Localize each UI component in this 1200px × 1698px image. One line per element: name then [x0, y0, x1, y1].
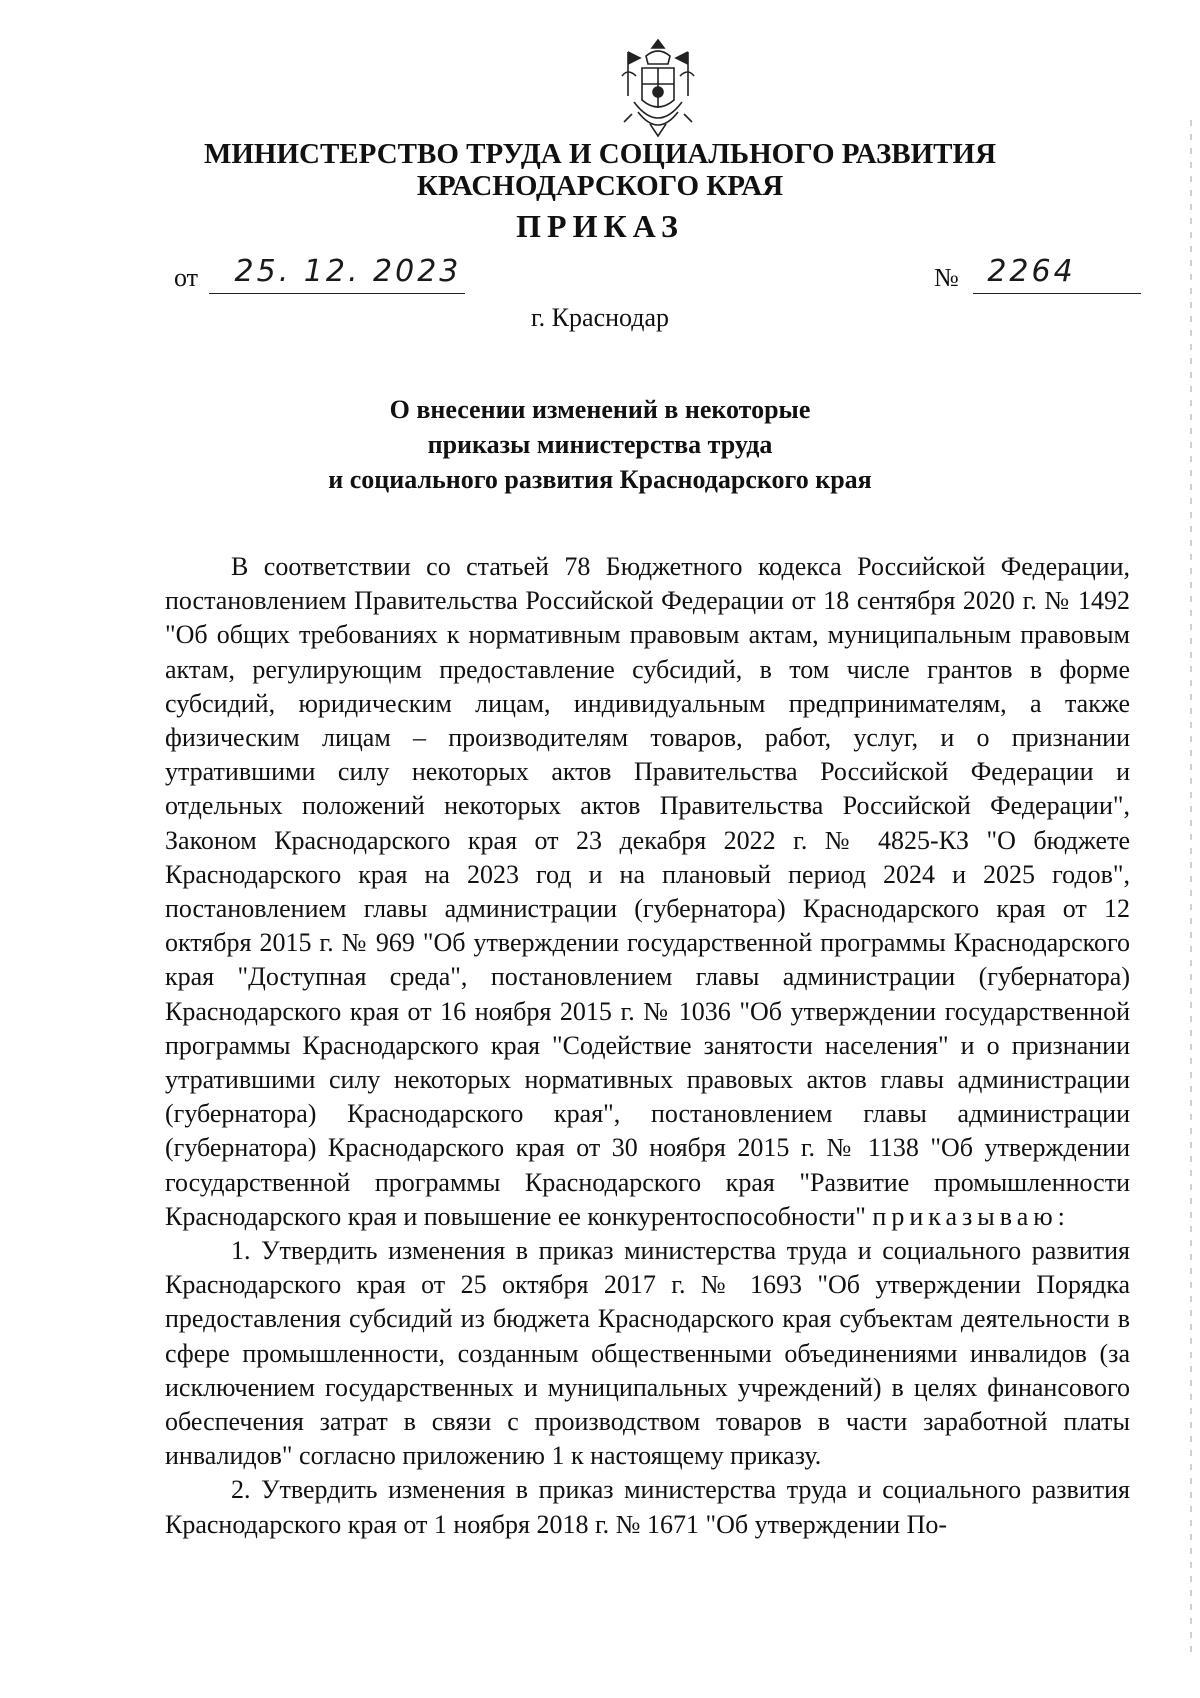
- number-field: [934, 254, 1141, 298]
- item-1-paragraph: 1. Утвердить изменения в приказ министерства труда и социального развития Краснодарского края от 25 октября 2017 г. № 1693 "Об утверждении Порядка предоставления субсидий из бюджета Краснодарского края субъектам деятельности в сфере промышленности, созданным общественными объединениями инвалидов (за исключением государственных и муниципальных учреждений) в целях финансового обеспечения затрат в связи с производством товаров в части заработной платы инвалидов" согласно приложению 1 к настоящему приказу.: [165, 1236, 1130, 1471]
- city-name: г. Краснодар: [530, 303, 670, 332]
- handwritten-date: 25. 12. 2023: [234, 254, 462, 289]
- subject-line-2: приказы министерства труда: [427, 430, 773, 459]
- document-body: [165, 550, 1130, 1542]
- document-subject: [300, 392, 900, 497]
- ministry-name-line-2: КРАСНОДАРСКОГО КРАЯ: [416, 170, 784, 202]
- decree-word: приказываю:: [872, 1201, 1070, 1231]
- ministry-name-line-1: МИНИСТЕРСТВО ТРУДА И СОЦИАЛЬНОГО РАЗВИТИЯ: [203, 138, 997, 170]
- number-underline: [973, 254, 1141, 298]
- preamble-text: В соответствии со статьей 78 Бюджетного кодекса Российской Федерации, постановлением Правительства Российской Федерации от 18 сентября 2020 г. № 1492 "Об общих требованиях к нормативным правовым актам, муниципальным правовым актам, регулирующим предоставление субсидий, в том числе грантов в форме субсидий, юридическим лицам, индивидуальным предпринимателям, а также физическим лицам – производителям товаров, работ, услуг, и о признании утратившими силу некоторых актов Правительства Российской Федерации и отдельных положений некоторых актов Правительства Российской Федерации", Законом Краснодарского края от 23 декабря 2022 г. № 4825-КЗ "О бюджете Краснодарского края на 2023 год и на плановый период 2024 и 2025 годов", постановлением главы администрации (губернатора) Краснодарского края от 12 октября 2015 г. № 969 "Об утверждении государственной программы Краснодарского края "Доступная среда", постановлением главы администрации (губернатора) Краснодарского края от 16 ноября 2015 г. № 1036 "Об утверждении государственной программы Краснодарского края "Содействие занятости населения" и о признании утратившими силу некоторых нормативных правовых актов главы администрации (губернатора) Краснодарского края", постановлением главы администрации (губернатора) Краснодарского края от 30 ноября 2015 г. № 1138 "Об утверждении государственной программы Краснодарского края "Развитие промышленности Краснодарского края и повышение ее конкурентоспособности": [165, 552, 1130, 1231]
- document-type-title: ПРИКАЗ: [516, 208, 684, 244]
- date-field: [174, 254, 465, 298]
- item-2-paragraph: 2. Утвердить изменения в приказ министерства труда и социального развития Краснодарского края от 1 ноября 2018 г. № 1671 "Об утверждении По-: [165, 1475, 1130, 1539]
- subject-line-1: О внесении изменений в некоторые: [389, 395, 811, 424]
- date-underline: [209, 254, 465, 298]
- ministry-name: [160, 138, 1040, 202]
- preamble-paragraph: [165, 550, 1130, 1234]
- subject-line-3: и социального развития Краснодарского края: [328, 465, 872, 494]
- scan-edge-artifact: [1190, 120, 1192, 1660]
- date-prefix: от: [174, 263, 199, 292]
- krasnodar-coat-of-arms-icon: [616, 38, 700, 142]
- number-prefix: №: [934, 263, 959, 292]
- handwritten-number: 2264: [987, 254, 1076, 289]
